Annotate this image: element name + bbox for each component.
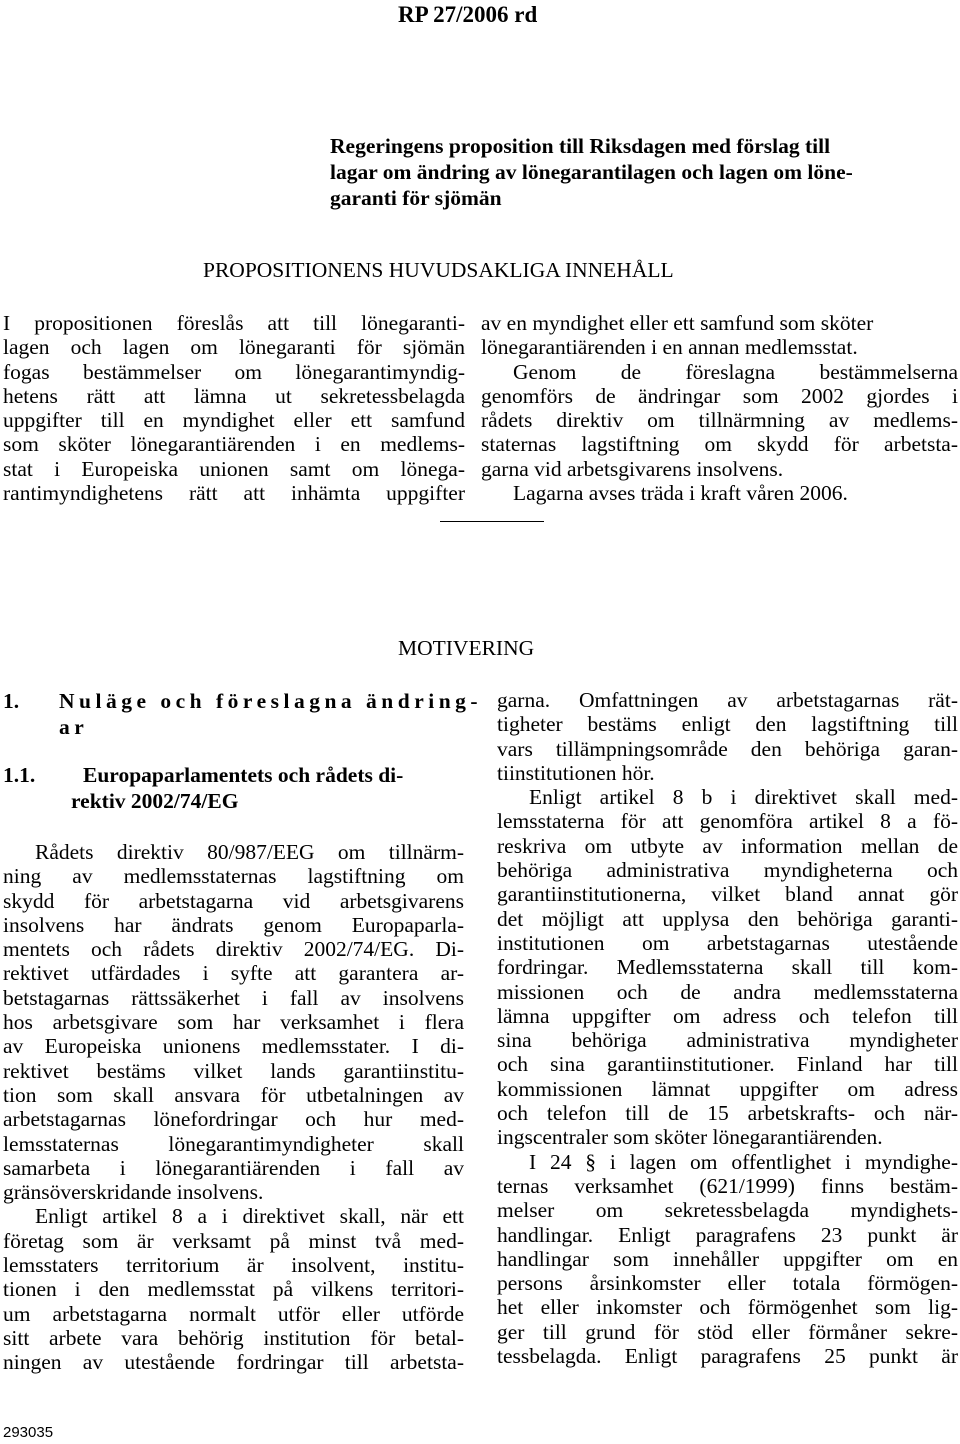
section-number: 1.1. [3,763,36,787]
text-line: I 24 § i lagen om offentlighet i myndighe- [529,1149,958,1174]
title-line: garanti för sjömän [330,186,502,210]
text-line: rektivet utfärdades i syfte att garantera ar- [3,961,464,986]
text-line: Lagarna avses träda i kraft våren 2006. [513,481,848,506]
section-1-1-heading [3,762,403,814]
text-line: sina behöriga administrativa myndigheter [497,1028,958,1053]
body-left-column [3,840,464,1375]
text-line: av en myndighet eller ett samfund som sköter [481,311,874,335]
text-line: Enligt artikel 8 b i direktivet skall med- [529,785,958,810]
section-1-heading [3,688,482,740]
text-line: behöriga administrativa myndigheterna och [497,858,958,883]
text-line: rektivet bestäms vilket lands garantiinstitu- [3,1058,464,1083]
text-line: insolvens har ändrats genom Europaparla- [3,912,464,937]
text-line: företag som är verksamt på minst två med- [3,1228,464,1253]
section-title: rektiv 2002/74/EG [71,789,239,813]
page-footer-code: 293035 [3,1424,54,1441]
text-line: garna. Omfattningen av arbetstagarnas rät- [497,688,958,712]
text-line: institutionen om arbetstagarnas utestående [497,930,958,955]
text-line: fordringar. Medlemsstaterna skall till kom- [497,955,958,980]
text-line: Genom de föreslagna bestämmelserna [513,359,958,384]
text-line: uppgifter till en myndighet eller ett samfund [3,408,465,433]
text-line: det möjligt att upplysa den behöriga garanti- [497,906,958,931]
text-line: arbetstagarnas lönefordringar och hur med- [3,1107,464,1132]
text-line: lämna uppgifter om adress och telefon till [497,1003,958,1028]
section-divider [440,521,544,522]
text-line: rådets direktiv om tillnärmning av medlems- [481,408,958,433]
text-line: persons årsinkomster eller totala förmögen- [497,1271,958,1296]
text-line: reskriva om utbyte av information mellan de [497,833,958,858]
text-line: betstagarnas rättssäkerhet i fall av insolvens [3,985,464,1010]
text-line: handlingar som innehåller uppgifter om en [497,1246,958,1271]
text-line: garna vid arbetsgivarens insolvens. [481,456,784,481]
title-line: lagar om ändring av lönegarantilagen och lagen om löne- [330,160,853,184]
text-line: av Europeiska unionens medlemsstater. I di- [3,1034,464,1059]
document-number: RP 27/2006 rd [398,2,538,27]
text-line: lemsstaternas lönegarantimyndigheter skall [3,1131,464,1156]
text-line: hetens rätt att lämna ut sekretessbelagda [3,383,465,408]
text-line: garantiinstitutionerna, vilket bland annat gör [497,882,958,907]
text-line: ger till grund för stöd eller förmåner sekre- [497,1319,958,1344]
text-line: um arbetstagarna normalt utför eller utförde [3,1301,464,1326]
text-line: tion som skall ansvara för utbetalningen av [3,1082,464,1107]
text-line: ingscentraler som sköter lönegarantiärenden. [497,1125,883,1150]
text-line: samarbeta i lönegarantiärenden i fall av [3,1155,464,1180]
text-line: Rådets direktiv 80/987/EEG om tillnärm- [35,840,464,864]
text-line: och telefon till de 15 arbetskrafts- och när- [497,1101,958,1126]
text-line: som sköter lönegarantiärenden i en medlems- [3,432,465,457]
section-title: Europaparlamentets och rådets di- [83,763,404,787]
text-line: tigheter bestäms enligt den lagstiftning till [497,712,958,737]
text-line: tionen i den medlemsstat på vilkens territori- [3,1277,464,1302]
text-line: skydd för arbetstagarna vid arbetsgivarens [3,888,464,913]
text-line: stat i Europeiska unionen samt om lönega- [3,456,465,481]
text-line: ningen av utestående fordringar till arbetsta- [3,1350,464,1375]
text-line: ning av medlemsstaternas lagstiftning om [3,864,464,889]
text-line: staternas lagstiftning om skydd för arbetsta- [481,432,958,457]
text-line: mentets och rådets direktiv 2002/74/EG. Di- [3,937,464,962]
text-line: kommissionen lämnat uppgifter om adress [497,1076,958,1101]
text-line: lemsstaters territorium är insolvent, institu- [3,1253,464,1278]
text-line: missionen och de andra medlemsstaterna [497,979,958,1004]
text-line: fogas bestämmelser om lönegarantimyndig- [3,359,465,384]
text-line: vars tillämpningsområde den behöriga garan- [497,736,958,761]
text-line: tiinstitutionen hör. [497,760,655,785]
summary-right-column [481,311,958,505]
text-line: hos arbetsgivare som har verksamhet i flera [3,1010,464,1035]
main-content-heading: PROPOSITIONENS HUVUDSAKLIGA INNEHÅLL [203,258,674,282]
section-title: ar [59,715,89,739]
motivation-heading: MOTIVERING [398,636,535,660]
text-line: ternas verksamhet (621/1999) finns bestäm- [497,1173,958,1198]
proposition-title [330,133,955,211]
text-line: genomförs de ändringar som 2002 gjordes i [481,383,958,408]
title-line: Regeringens proposition till Riksdagen med förslag till [330,134,831,158]
text-line: lagen och lagen om lönegaranti för sjömän [3,335,465,360]
text-line: sitt arbete vara behörig institution för betal- [3,1325,464,1350]
body-right-column [497,688,958,1368]
text-line: melser om sekretessbelagda myndighets- [497,1198,958,1223]
text-line: Enligt artikel 8 a i direktivet skall, när ett [35,1204,464,1229]
text-line: het eller inkomster och förmögenhet som lig- [497,1295,958,1320]
text-line: och sina garantiinstitutioner. Finland har till [497,1052,958,1077]
text-line: rantimyndighetens rätt att inhämta uppgifter [3,481,465,506]
section-number: 1. [3,689,20,713]
section-title: Nuläge och föreslagna ändring- [59,689,483,713]
text-line: tessbelagda. Enligt paragrafens 25 punkt är [497,1344,958,1369]
text-line: lemsstaterna för att genomföra artikel 8 a fö- [497,809,958,834]
text-line: lönegarantiärenden i en annan medlemsstat. [481,335,858,360]
text-line: gränsöverskridande insolvens. [3,1180,264,1205]
text-line: I propositionen föreslås att till lönegaranti- [3,311,465,335]
summary-left-column [3,311,465,505]
text-line: handlingar. Enligt paragrafens 23 punkt är [497,1222,958,1247]
